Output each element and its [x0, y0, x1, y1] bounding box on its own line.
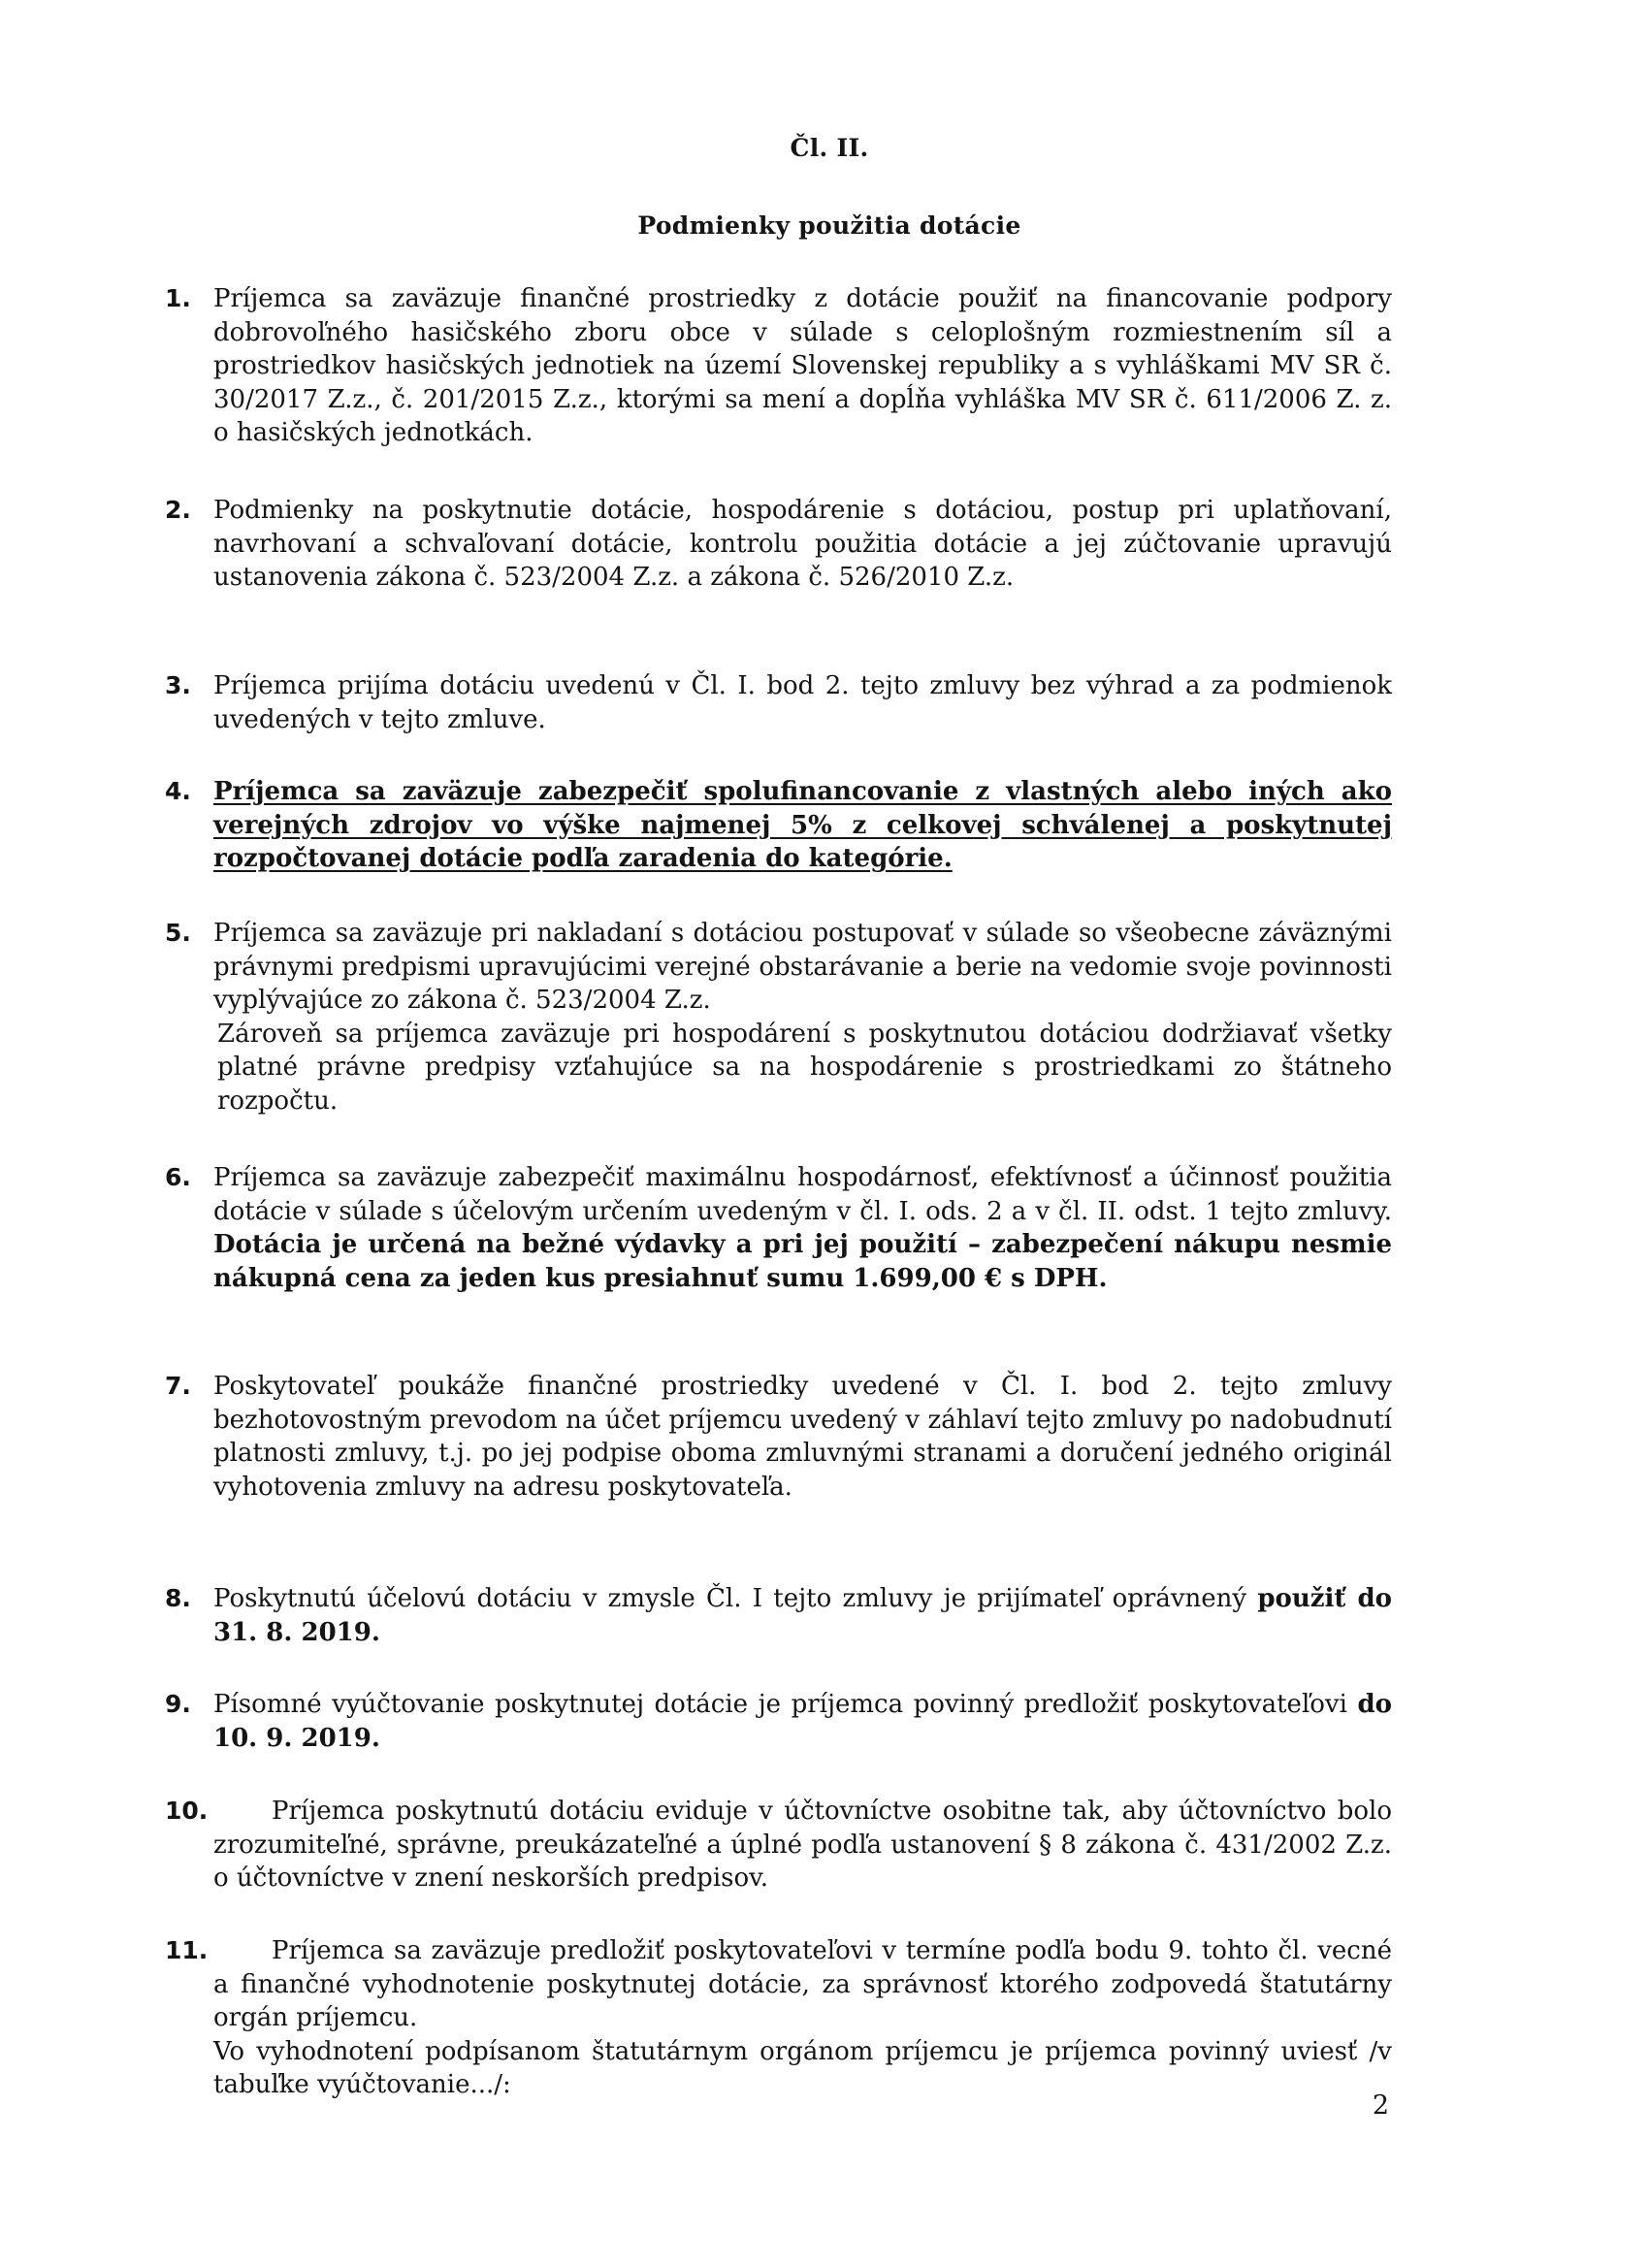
item-text-continued: Vo vyhodnotení podpísanom štatutárnym orgánom príjemcu je príjemca povinný uviesť /v tabuľke vyúčtovanie.../:	[213, 2036, 1392, 2099]
item-number: 6.	[165, 1163, 191, 1191]
item-text: Príjemca sa zaväzuje pri nakladaní s dotáciou postupovať v súlade so všeobecne záväznými právnymi predpismi upravujúcimi verejné obstarávanie a berie na vedomie svoje povinnosti vyplývajúce zo zákona č. 523/2004 Z.z.	[213, 919, 1392, 1015]
item-text-bold: Dotácia je určená na bežné výdavky a pri jej použití – zabezpečení nákupu nesmie nákupná cena za jeden kus presiahnuť sumu 1.699,00 € s DPH.	[213, 1230, 1392, 1293]
page-number: 2	[1372, 2090, 1389, 2121]
list-item	[165, 1582, 1392, 1649]
list-item	[165, 1934, 1392, 2102]
item-text: Poskytnutú účelovú dotáciu v zmysle Čl. I tejto zmluvy je prijímateľ oprávnený	[213, 1584, 1247, 1613]
item-text: Príjemca sa zaväzuje predložiť poskytovateľovi v termíne podľa bodu 9. tohto čl. vecné a finančné vyhodnotenie poskytnutej dotácie, za správnosť ktorého zodpovedá štatutárny orgán príjemcu.	[213, 1936, 1392, 2032]
item-text-bold: do 10. 9. 2019.	[213, 1690, 1392, 1753]
list-item	[165, 1795, 1392, 1895]
item-number: 8.	[165, 1584, 191, 1612]
item-number: 3.	[165, 671, 191, 699]
item-number: 5.	[165, 919, 191, 947]
item-number: 1.	[165, 284, 191, 312]
list-item	[165, 1370, 1392, 1504]
item-number: 2.	[165, 496, 191, 524]
list-item	[165, 669, 1392, 736]
item-text: Príjemca poskytnutú dotáciu eviduje v účtovníctve osobitne tak, aby účtovníctvo bolo zrozumiteľné, správne, preukázateľné a úplné podľa ustanovení § 8 zákona č. 431/2002 Z.z. o účtovníctve v znení neskorších predpisov.	[213, 1797, 1392, 1893]
item-number: 7.	[165, 1372, 191, 1400]
list-item	[165, 494, 1392, 595]
article-number: Čl. II.	[790, 134, 869, 162]
item-text: Príjemca sa zaväzuje finančné prostriedky z dotácie použiť na financovanie podpory dobrovoľného hasičského zboru obce v súlade s celoplošným rozmiestnením síl a prostriedkov hasičských jednotiek na území Slovenskej republiky a s vyhláškami MV SR č. 30/2017 Z.z., č. 201/2015 Z.z., ktorými sa mení a dopĺňa vyhláška MV SR č. 611/2006 Z. z. o hasičských jednotkách.	[213, 284, 1392, 447]
article-title: Podmienky použitia dotácie	[637, 211, 1021, 240]
list-item	[165, 282, 1392, 450]
item-text-bold: použiť do 31. 8. 2019.	[213, 1584, 1392, 1647]
item-text: Príjemca sa zaväzuje zabezpečiť maximálnu hospodárnosť, efektívnosť a účinnosť použitia dotácie v súlade s účelovým určením uvedeným v čl. I. ods. 2 a v čl. II. odst. 1 tejto zmluvy.	[213, 1163, 1392, 1226]
item-text: Poskytovateľ poukáže finančné prostriedky uvedené v Čl. I. bod 2. tejto zmluvy bezhotovostným prevodom na účet príjemcu uvedený v záhlaví tejto zmluvy po nadobudnutí platnosti zmluvy, t.j. po jej podpise oboma zmluvnými stranami a doručení jedného originál vyhotovenia zmluvy na adresu poskytovateľa.	[213, 1372, 1392, 1502]
item-text: Príjemca prijíma dotáciu uvedenú v Čl. I. bod 2. tejto zmluvy bez výhrad a za podmienok uvedených v tejto zmluve.	[213, 671, 1392, 734]
item-text: Podmienky na poskytnutie dotácie, hospodárenie s dotáciou, postup pri uplatňovaní, navrhovaní a schvaľovaní dotácie, kontrolu použitia dotácie a jej zúčtovanie upravujú ustanovenia zákona č. 523/2004 Z.z. a zákona č. 526/2010 Z.z.	[213, 496, 1392, 592]
item-text-emphasis: Príjemca sa zaväzuje zabezpečiť spolufinancovanie z vlastných alebo iných ako verejných zdrojov vo výške najmenej 5% z celkovej schválenej a poskytnutej rozpočtovanej dotácie podľa zaradenia do kategórie.	[213, 777, 1392, 873]
item-number: 11.	[165, 1936, 209, 1964]
item-number: 10.	[165, 1797, 209, 1825]
list-item	[165, 1688, 1392, 1755]
item-text-continued: Zároveň sa príjemca zaväzuje pri hospodárení s poskytnutou dotáciou dodržiavať všetky platné právne predpisy vzťahujúce sa na hospodárenie s prostriedkami zo štátneho rozpočtu.	[217, 1019, 1392, 1116]
item-number: 9.	[165, 1690, 191, 1718]
list-item	[165, 917, 1392, 1118]
list-item	[165, 775, 1392, 876]
list-item	[165, 1161, 1392, 1295]
item-text: Písomné vyúčtovanie poskytnutej dotácie je príjemca povinný predložiť poskytovateľovi	[213, 1690, 1347, 1719]
item-number: 4.	[165, 777, 191, 805]
